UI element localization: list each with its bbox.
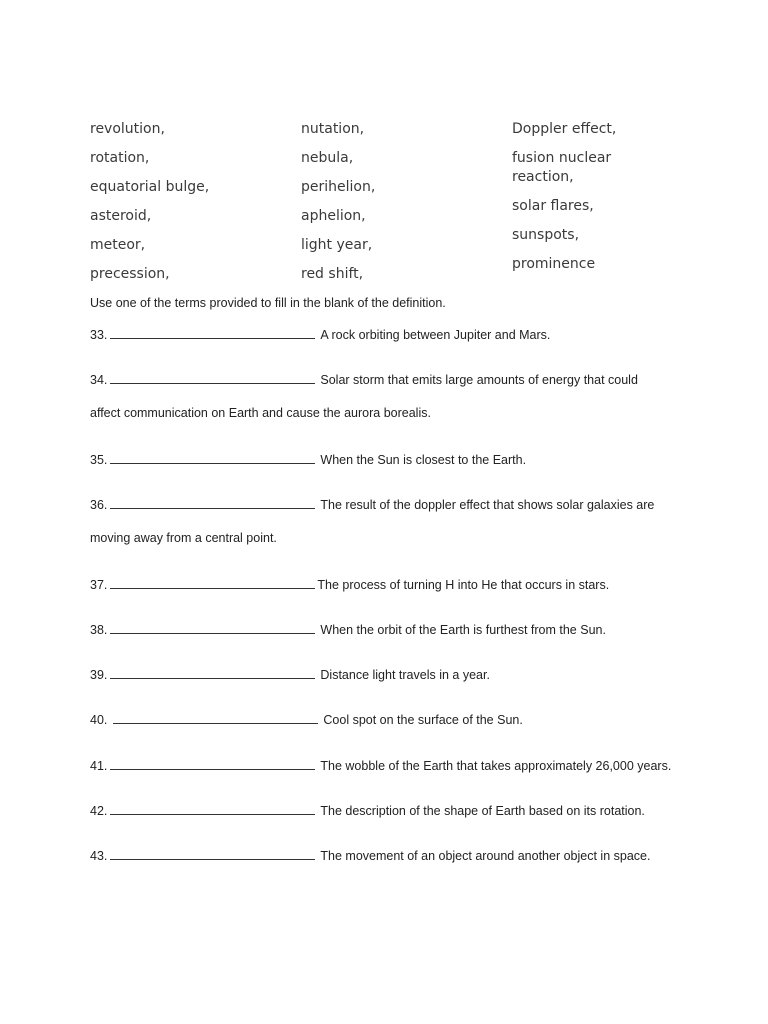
question-item <box>90 621 730 637</box>
question-number: 43. <box>90 849 108 863</box>
term: asteroid, <box>90 208 152 224</box>
question-number: 33. <box>90 328 108 342</box>
question-definition: The wobble of the Earth that takes approximately 26,000 years. <box>320 759 672 773</box>
question-item <box>90 576 730 592</box>
answer-blank[interactable] <box>110 576 315 589</box>
question-definition: The process of turning H into He that occurs in stars. <box>317 578 610 592</box>
term: perihelion, <box>301 179 376 195</box>
term: red shift, <box>301 266 364 282</box>
question-definition: The result of the doppler effect that shows solar galaxies are <box>320 498 655 512</box>
question-item <box>90 802 730 818</box>
question-number: 35. <box>90 453 108 467</box>
term: revolution, <box>90 121 165 137</box>
answer-blank[interactable] <box>110 802 315 815</box>
term: sunspots, <box>512 227 580 243</box>
question-definition: Distance light travels in a year. <box>320 668 490 682</box>
question-definition: A rock orbiting between Jupiter and Mars. <box>320 328 551 342</box>
question-number: 39. <box>90 668 108 682</box>
question-item <box>90 496 730 512</box>
term: meteor, <box>90 237 146 253</box>
term: nutation, <box>301 121 365 137</box>
term: solar flares, <box>512 198 594 214</box>
question-definition: The movement of an object around another object in space. <box>320 849 651 863</box>
term: Doppler effect, <box>512 121 617 137</box>
instructions: Use one of the terms provided to fill in the blank of the definition. <box>90 296 446 310</box>
question-definition: When the orbit of the Earth is furthest from the Sun. <box>320 623 606 637</box>
question-definition: The description of the shape of Earth based on its rotation. <box>320 804 645 818</box>
answer-blank[interactable] <box>110 847 315 860</box>
term: light year, <box>301 237 373 253</box>
term: equatorial bulge, <box>90 179 210 195</box>
answer-blank[interactable] <box>110 757 315 770</box>
term: aphelion, <box>301 208 366 224</box>
answer-blank[interactable] <box>110 326 315 339</box>
answer-blank[interactable] <box>110 496 315 509</box>
answer-blank[interactable] <box>110 451 315 464</box>
question-definition: Solar storm that emits large amounts of energy that could <box>320 373 638 387</box>
question-definition: When the Sun is closest to the Earth. <box>320 453 527 467</box>
answer-blank[interactable] <box>110 666 315 679</box>
question-item <box>90 326 730 342</box>
question-item <box>90 757 730 773</box>
term-list-column-1 <box>90 120 290 294</box>
question-item <box>90 451 730 467</box>
question-item <box>90 666 730 682</box>
question-number: 37. <box>90 578 108 592</box>
answer-blank[interactable] <box>110 621 315 634</box>
question-item <box>90 847 730 863</box>
term: nebula, <box>301 150 354 166</box>
answer-blank[interactable] <box>113 711 318 724</box>
term: precession, <box>90 266 170 282</box>
question-number: 38. <box>90 623 108 637</box>
question-number: 34. <box>90 373 108 387</box>
question-definition-continued: moving away from a central point. <box>90 531 277 545</box>
question-item <box>90 711 730 727</box>
answer-blank[interactable] <box>110 371 315 384</box>
question-number: 41. <box>90 759 108 773</box>
question-number: 40. <box>90 713 108 727</box>
question-item <box>90 371 730 387</box>
term: fusion nuclear reaction, <box>512 150 612 185</box>
question-number: 42. <box>90 804 108 818</box>
term-list-column-2 <box>301 120 501 294</box>
question-definition: Cool spot on the surface of the Sun. <box>323 713 523 727</box>
term-list-column-3 <box>512 120 652 284</box>
question-definition-continued: affect communication on Earth and cause the aurora borealis. <box>90 406 431 420</box>
term: rotation, <box>90 150 150 166</box>
term: prominence <box>512 256 596 272</box>
question-number: 36. <box>90 498 108 512</box>
